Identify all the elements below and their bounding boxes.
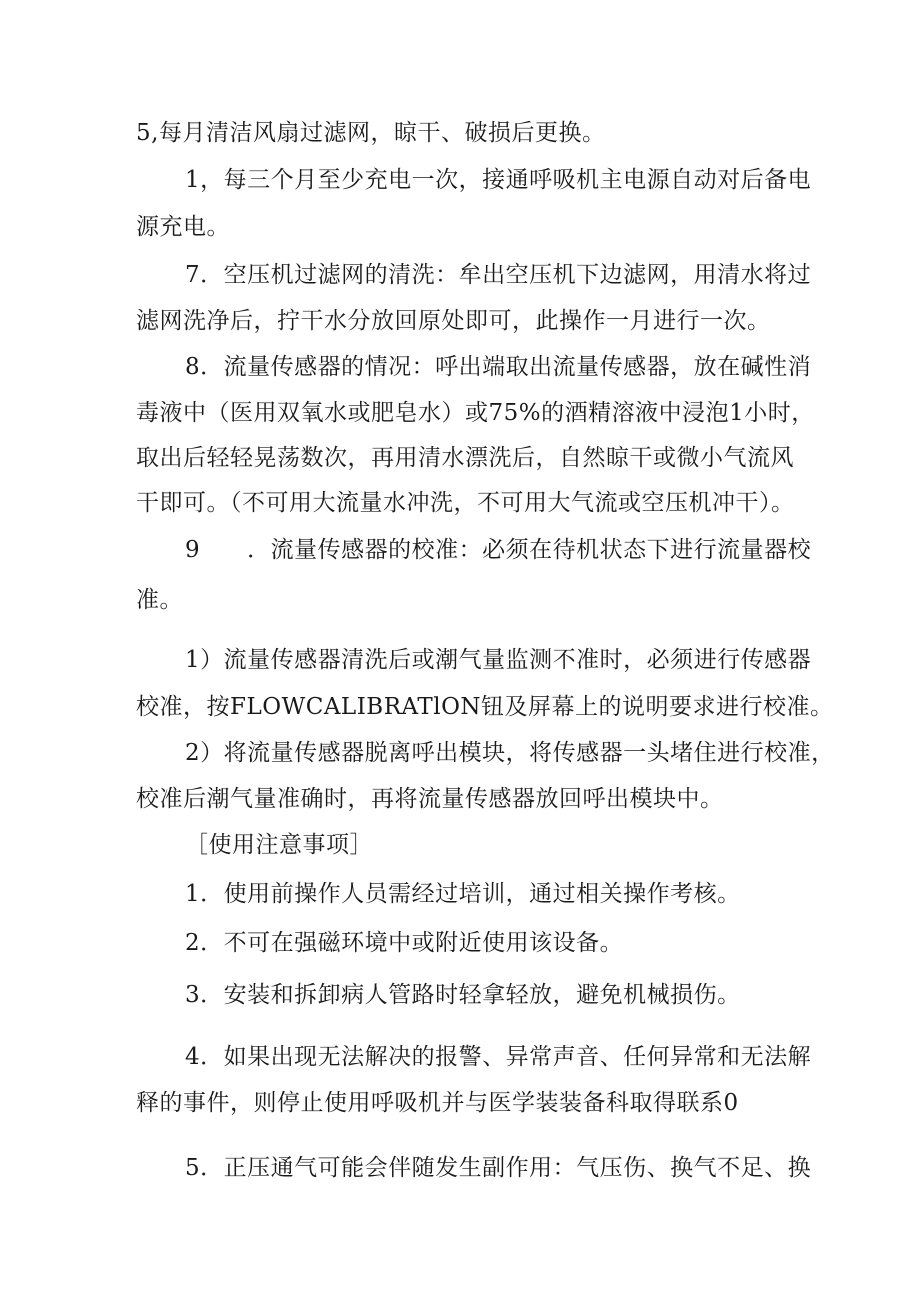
text-line: 5,每月清洁风扇过滤网，晾干、破损后更换。 xyxy=(136,120,606,146)
text-line: 2）将流量传感器脱离呼出模块，将传感器一头堵住进行校准， xyxy=(185,740,835,766)
text-line: 2．不可在强磁环境中或附近使用该设备。 xyxy=(185,930,624,956)
text-line: 滤网洗净后，拧干水分放回原处即可，此操作一月进行一次。 xyxy=(136,308,771,334)
text-line: 干即可。（不可用大流量水冲洗，不可用大气流或空压机冲干）。 xyxy=(136,490,795,516)
text-line: 8．流量传感器的情况：呼出端取出流量传感器，放在碱性消 xyxy=(185,354,812,380)
text-line: 1）流量传感器清洗后或潮气量监测不准时，必须进行传感器 xyxy=(185,647,812,673)
text-line: 取出后轻轻晃荡数次，再用清水漂洗后，自然晾干或微小气流风 xyxy=(136,445,794,471)
text-line: 准。 xyxy=(136,587,183,613)
text-line: 3．安装和拆卸病人管路时轻拿轻放，避免机械损伤。 xyxy=(185,982,741,1008)
section-heading: ［使用注意事项］ xyxy=(185,832,373,858)
text-line: 5．正压通气可能会伴随发生副作用：气压伤、换气不足、换 xyxy=(185,1155,812,1181)
text-line: 4．如果出现无法解决的报警、异常声音、任何异常和无法解 xyxy=(185,1044,812,1070)
text-line: 释的事件，则停止使用呼吸机并与医学装装备科取得联系0 xyxy=(136,1090,739,1116)
text-line: 校准，按FLOWCALIBRATlON钮及屏幕上的说明要求进行校准。 xyxy=(136,694,834,720)
text-line: 源充电。 xyxy=(136,214,230,240)
text-line: 9 ．流量传感器的校准：必须在待机状态下进行流量器校 xyxy=(185,537,812,563)
text-line: 1．使用前操作人员需经过培训，通过相关操作考核。 xyxy=(185,881,741,907)
text-line: 1，每三个月至少充电一次，接通呼吸机主电源自动对后备电 xyxy=(185,167,812,193)
text-line: 毒液中（医用双氧水或肥皂水）或75%的酒精溶液中浸泡1小时， xyxy=(136,400,815,426)
text-line: 7．空压机过滤网的清洗：牟出空压机下边滤网，用清水将过 xyxy=(185,262,812,288)
text-line: 校准后潮气量准确时，再将流量传感器放回呼出模块中。 xyxy=(136,786,724,812)
